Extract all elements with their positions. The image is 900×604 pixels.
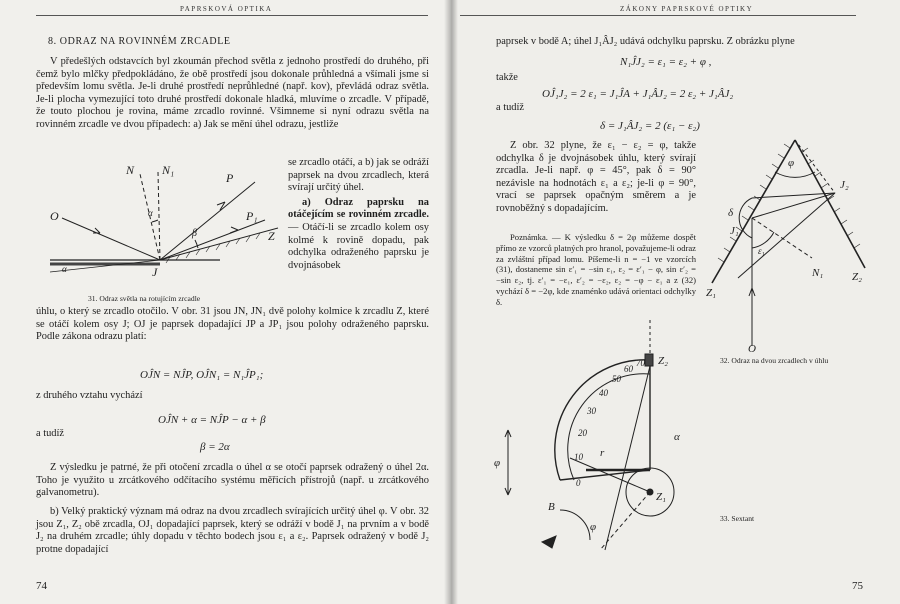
right-page-number: 75 bbox=[852, 580, 863, 592]
label-p: P bbox=[226, 171, 234, 185]
label-phi-32: φ bbox=[788, 157, 795, 169]
label-j: J bbox=[152, 265, 158, 279]
left-page-number: 74 bbox=[36, 580, 47, 592]
p3: úhlu, o který se zrcadlo otočilo. V obr. 31 jsou JN, JN₁ dvě polohy kolmice k zrcadlu Z, které se otáčí kolem osy J; OJ je paprsek dopadající JP a JP₁ jsou polohy odraženého paprsku. Podle zákona odrazu platí: bbox=[36, 306, 429, 343]
label-phi2-33: φ bbox=[590, 521, 597, 533]
tick-50: 50 bbox=[612, 374, 621, 384]
label-n1: N₁ bbox=[162, 163, 175, 177]
p6: Z výsledku je patrné, že při otočení zrcadla o úhel α se otočí paprsek odražený o úhel 2α. Toho je využito u zrcátkového odčítacího systému měřicích přístrojů (např. u zrcátkového galvanometru). bbox=[36, 462, 429, 499]
equation-5: OĴ₁J₂ = 2 ε₁ = J₁ĴA + J₁ÂJ₂ = 2 ε₂ + J₁ÂJ₂ bbox=[542, 88, 734, 100]
label-alpha: α bbox=[148, 208, 153, 218]
mirror-z1 bbox=[712, 140, 795, 283]
label-alpha-2: α bbox=[62, 264, 67, 274]
r4: Z obr. 32 plyne, že ε₁ − ε₂ = φ, takže odchylka δ je dvojnásobek úhlu, který svírají zrcadla. Je-li např. φ = 45°, pak δ = 90° nezávisle na hodnotách ε₁ a ε₂; je-li φ = 90°, vrací se paprsek opačným směrem a je rovnoběžný s dopadajícím. bbox=[496, 140, 696, 214]
eyepiece bbox=[542, 536, 556, 548]
note: Poznámka. — K výsledku δ = 2φ můžeme dospět přímo ze vzorců platných pro hranol, považujeme-li odraz za zvláštní případ lomu. Píšeme-li n = −1 ve vzorcích (31), dostaneme sin ε′₁ = −sin ε₁, ε₂ = ε′₁ − φ, sin ε′₂ = −sin ε₂, tj. ε′₁ = −ε₁, ε′₂ = −ε₂, ε₂ = −φ − ε₁ a z (32) vychází δ = −2φ, kde znaménko udává orientaci odchylky δ. bbox=[496, 232, 696, 307]
paragraph-p6 bbox=[36, 462, 429, 500]
equation-1: OĴN = NĴP, OĴN₁ = N₁ĴP₁; bbox=[140, 369, 264, 381]
incident-ray bbox=[62, 218, 160, 260]
tick-40: 40 bbox=[599, 388, 608, 398]
p2-heading: a) Odraz paprsku na otáčejícím se rovinném zrcadle. bbox=[288, 196, 429, 221]
label-phi-33: φ bbox=[494, 457, 501, 469]
label-alpha-33: α bbox=[674, 431, 680, 443]
alpha-arc bbox=[152, 220, 158, 222]
label-z1-32: Z₁ bbox=[706, 287, 716, 299]
label-z: Z bbox=[268, 229, 275, 243]
figure-33-caption: 33. Sextant bbox=[720, 514, 755, 523]
figure-32-caption: 32. Odraz na dvou zrcadlech v úhlu bbox=[720, 356, 829, 365]
paragraph-p3 bbox=[36, 306, 429, 344]
label-z2-32: Z₂ bbox=[852, 271, 862, 283]
paragraph-r4 bbox=[496, 140, 696, 216]
frame-bottom bbox=[560, 470, 650, 480]
phi-arc bbox=[775, 172, 815, 177]
book-gutter bbox=[444, 0, 458, 604]
mirror-z-line bbox=[160, 228, 278, 260]
paragraph-intro-cont bbox=[288, 157, 429, 272]
p1: V předešlých odstavcích byl zkoumán přechod světla z jednoho prostředí do druhého, při čemž bylo mlčky předpokládáno, že obě prostředí jsou dokonale průhledná a všímali jsme si především lomu světla. Je-li druhé prostředí neprůhledné (např. kov), převládá odraz světla. Je-li plocha vymezující toto druhé prostředí dokonale hladká, mluvíme o zrcadle. V případě, že touto plochou je rovina, máme zrcadlo rovinné. Všimneme si nyní odrazu světla na rovinném zrcadle ve dvou případech: a) Jak se mění úhel odrazu, jestliže bbox=[36, 56, 429, 130]
tick-10: 10 bbox=[574, 452, 583, 462]
label-o: O bbox=[50, 209, 59, 223]
sight-line bbox=[570, 458, 650, 492]
mirror-z2-33 bbox=[645, 354, 653, 366]
p7: b) Velký praktický význam má odraz na dvou zrcadlech svírajících určitý úhel φ. V obr. 32 jsou Z₁, Z₂ obě zrcadla, OJ₁ dopadající paprsek, který se odráží v bodě J₁ na prvním a v bodě J₂ na druhém zrcadle; úhly dopadu v těchto bodech jsou ε₁ a ε₂. Paprsek odražený v bodě J₂ protne dopadající bbox=[36, 506, 429, 555]
label-o-32: O bbox=[748, 343, 756, 353]
label-z1-33: Z₁ bbox=[656, 491, 666, 503]
paragraph-note bbox=[496, 232, 696, 308]
label-n1-32: N₁ bbox=[812, 267, 824, 279]
right-running-head: ZÁKONY PAPRSKOVÉ OPTIKY bbox=[620, 5, 754, 13]
right-header-rule bbox=[460, 15, 856, 16]
p1-right: se zrcadlo otáčí, a b) jak se odráží paprsek na dvou zrcadlech, která svírají určitý úhel. bbox=[288, 157, 429, 194]
p5: a tudíž bbox=[36, 428, 64, 439]
reflected-ray-p1 bbox=[160, 220, 265, 260]
paragraph-intro bbox=[36, 56, 429, 132]
reflected-ray-p bbox=[160, 182, 255, 260]
r2: takže bbox=[496, 72, 518, 83]
paragraph-p7 bbox=[36, 506, 429, 556]
label-j2: J₂ bbox=[840, 179, 849, 191]
section-title: 8. ODRAZ NA ROVINNÉM ZRCADLE bbox=[48, 36, 231, 47]
p4: z druhého vztahu vychází bbox=[36, 390, 143, 401]
figure-33 bbox=[490, 320, 750, 560]
r3: a tudíž bbox=[496, 102, 524, 113]
p2-text: — Otáčí-li se zrcadlo kolem osy kolmé k rovině dopadu, pak odchylka odraženého paprsku je dvojnásobek bbox=[288, 221, 429, 271]
normal-n bbox=[158, 172, 160, 260]
r1: paprsek v bodě A; úhel J₁ÂJ₂ udává odchylku paprsku. Z obrázku plyne bbox=[496, 36, 795, 47]
label-p1: P₁ bbox=[246, 209, 258, 223]
label-j1: J₁ bbox=[730, 225, 739, 237]
left-header-rule bbox=[36, 15, 428, 16]
equation-2: OĴN + α = NĴP − α + β bbox=[158, 414, 266, 426]
tick-70: 70 bbox=[636, 358, 645, 368]
label-n: N bbox=[126, 163, 135, 177]
left-running-head: PAPRSKOVÁ OPTIKA bbox=[180, 5, 273, 13]
equation-3: β = 2α bbox=[200, 441, 230, 453]
label-beta: β bbox=[192, 228, 197, 239]
tick-60: 60 bbox=[624, 364, 633, 374]
label-r: r bbox=[600, 447, 605, 459]
mirror-z2 bbox=[795, 140, 865, 268]
tick-30: 30 bbox=[587, 406, 596, 416]
tick-0: 0 bbox=[576, 478, 581, 488]
figure-31 bbox=[40, 160, 280, 290]
equation-4: N₁ĴJ₂ = ε₁ = ε₂ + φ , bbox=[620, 56, 712, 68]
label-b: B bbox=[548, 501, 555, 513]
right-page bbox=[450, 0, 900, 604]
tick-20: 20 bbox=[578, 428, 587, 438]
label-z2-33: Z₂ bbox=[658, 355, 668, 367]
scale-arc-inner bbox=[568, 374, 650, 480]
figure-31-caption: 31. Odraz světla na rotujícím zrcadle bbox=[88, 294, 201, 303]
equation-6: δ = J₁ÂJ₂ = 2 (ε₁ − ε₂) bbox=[600, 120, 700, 132]
label-eps1: ε₁ bbox=[758, 246, 765, 256]
label-delta-32: δ bbox=[728, 207, 734, 219]
